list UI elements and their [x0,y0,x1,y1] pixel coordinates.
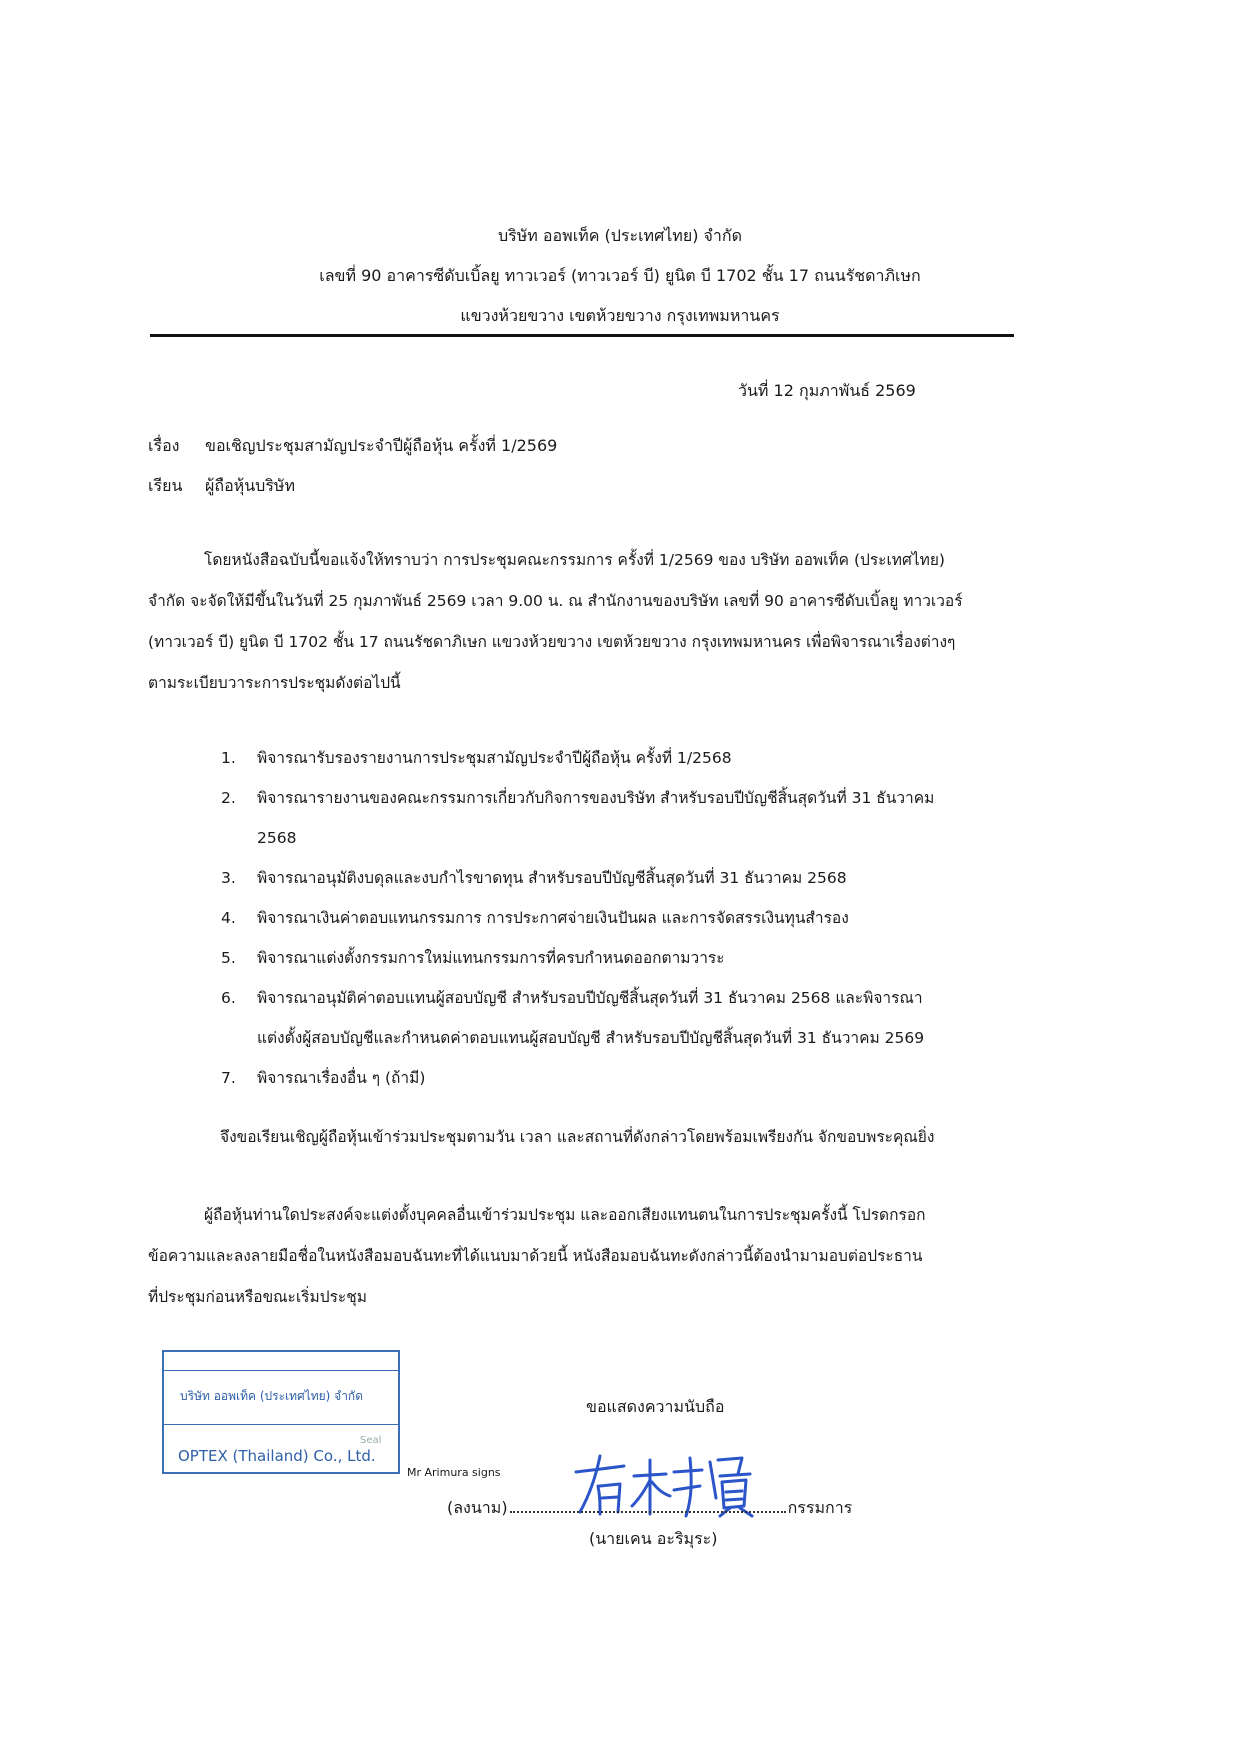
signer-name: (นายเคน อะริมุระ) [589,1529,718,1548]
body-line: จำกัด จะจัดให้มีขึ้นในวันที่ 25 กุมภาพันธ์ 2569 เวลา 9.00 น. ณ สำนักงานของบริษัท เลขที่ 90 อาคารซีดับเบิ้ลยู ทาวเวอร์ [148,592,963,610]
body-paragraph [148,540,1020,704]
proxy-paragraph [148,1195,1020,1318]
agenda-item-text: พิจารณาแต่งตั้งกรรมการใหม่แทนกรรมการที่ครบกำหนดออกตามวาระ [257,949,725,967]
sign-prefix: (ลงนาม) [447,1498,508,1517]
address-line-1: เลขที่ 90 อาคารซีดับเบิ้ลยู ทาวเวอร์ (ทาวเวอร์ บี) ยูนิต บี 1702 ชั้น 17 ถนนรัชดาภิเษก [319,266,921,285]
agenda-item-number: 3. [221,869,236,887]
signature-dotted-line [510,1511,786,1513]
closing-regards: ขอแสดงความนับถือ [586,1397,725,1416]
agenda-item-number: 5. [221,949,236,967]
signature-line [447,1496,852,1521]
recipient-text: ผู้ถือหุ้นบริษัท [205,476,295,495]
agenda-list [215,738,1015,1098]
recipient-label: เรียน [148,476,183,495]
signs-note: Mr Arimura signs [407,1466,501,1479]
agenda-item-text: พิจารณาเรื่องอื่น ๆ (ถ้ามี) [257,1069,426,1087]
proxy-line: ข้อความและลงลายมือชื่อในหนังสือมอบฉันทะที่ได้แนบมาด้วยนี้ หนังสือมอบฉันทะดังกล่าวนี้ต้องนำมามอบต่อประธาน [148,1247,923,1265]
agenda-item-text: พิจารณาอนุมัติค่าตอบแทนผู้สอบบัญชี สำหรับรอบปีบัญชีสิ้นสุดวันที่ 31 ธันวาคม 2568 และพิจารณา [257,989,923,1007]
agenda-item-number: 6. [221,989,236,1007]
subject-text: ขอเชิญประชุมสามัญประจำปีผู้ถือหุ้น ครั้งที่ 1/2569 [205,436,558,455]
stamp-divider [164,1424,398,1425]
agenda-item [215,898,1015,938]
proxy-line: ที่ประชุมก่อนหรือขณะเริ่มประชุม [148,1288,367,1306]
agenda-item [215,1058,1015,1098]
company-stamp [162,1350,400,1474]
subject-row [148,434,557,459]
header-divider [150,334,1014,337]
agenda-item-text-continued: แต่งตั้งผู้สอบบัญชีและกำหนดค่าตอบแทนผู้สอบบัญชี สำหรับรอบปีบัญชีสิ้นสุดวันที่ 31 ธันวาคม 2569 [257,1029,925,1047]
letter-date: วันที่ 12 กุมภาพันธ์ 2569 [738,381,916,400]
recipient-row [148,474,295,499]
agenda-item-number: 7. [221,1069,236,1087]
stamp-divider [164,1370,398,1371]
agenda-item-text: พิจารณาเงินค่าตอบแทนกรรมการ การประกาศจ่ายเงินปันผล และการจัดสรรเงินทุนสำรอง [257,909,849,927]
body-line: โดยหนังสือฉบับนี้ขอแจ้งให้ทราบว่า การประชุมคณะกรรมการ ครั้งที่ 1/2569 ของ บริษัท ออพเท็ค (ประเทศไทย) [204,551,945,569]
agenda-item [215,858,1015,898]
agenda-item-number: 2. [221,789,236,807]
stamp-thai-name: บริษัท ออพเท็ค (ประเทศไทย) จำกัด [180,1389,363,1403]
agenda-item-number: 1. [221,749,236,767]
agenda-item [215,778,1015,858]
body-line: ตามระเบียบวาระการประชุมดังต่อไปนี้ [148,674,401,692]
sign-title: กรรมการ [787,1498,853,1517]
body-line: (ทาวเวอร์ บี) ยูนิต บี 1702 ชั้น 17 ถนนรัชดาภิเษก แขวงห้วยขวาง เขตห้วยขวาง กรุงเทพมหานคร เพื่อพิจารณาเรื่องต่างๆ [148,633,956,651]
agenda-item-number: 4. [221,909,236,927]
subject-label: เรื่อง [148,436,180,455]
company-name: บริษัท ออพเท็ค (ประเทศไทย) จำกัด [498,226,742,245]
agenda-item-text: พิจารณาอนุมัติงบดุลและงบกำไรขาดทุน สำหรับรอบปีบัญชีสิ้นสุดวันที่ 31 ธันวาคม 2568 [257,869,847,887]
agenda-item [215,738,1015,778]
stamp-english-name: OPTEX (Thailand) Co., Ltd. [178,1447,376,1465]
agenda-item [215,938,1015,978]
agenda-item-text: พิจารณารับรองรายงานการประชุมสามัญประจำปีผู้ถือหุ้น ครั้งที่ 1/2568 [257,749,732,767]
agenda-item-text-continued: 2568 [257,829,297,847]
invitation-text: จึงขอเรียนเชิญผู้ถือหุ้นเข้าร่วมประชุมตามวัน เวลา และสถานที่ดังกล่าวโดยพร้อมเพรียงกัน จักขอบพระคุณยิ่ง [220,1128,935,1146]
agenda-item-text: พิจารณารายงานของคณะกรรมการเกี่ยวกับกิจการของบริษัท สำหรับรอบปีบัญชีสิ้นสุดวันที่ 31 ธันวาคม [257,789,935,807]
agenda-item [215,978,1015,1058]
proxy-line: ผู้ถือหุ้นท่านใดประสงค์จะแต่งตั้งบุคคลอื่นเข้าร่วมประชุม และออกเสียงแทนตนในการประชุมครั้งนี้ โปรดกรอก [204,1206,926,1224]
address-line-2: แขวงห้วยขวาง เขตห้วยขวาง กรุงเทพมหานคร [460,306,780,325]
stamp-seal-label: Seal [360,1435,382,1446]
